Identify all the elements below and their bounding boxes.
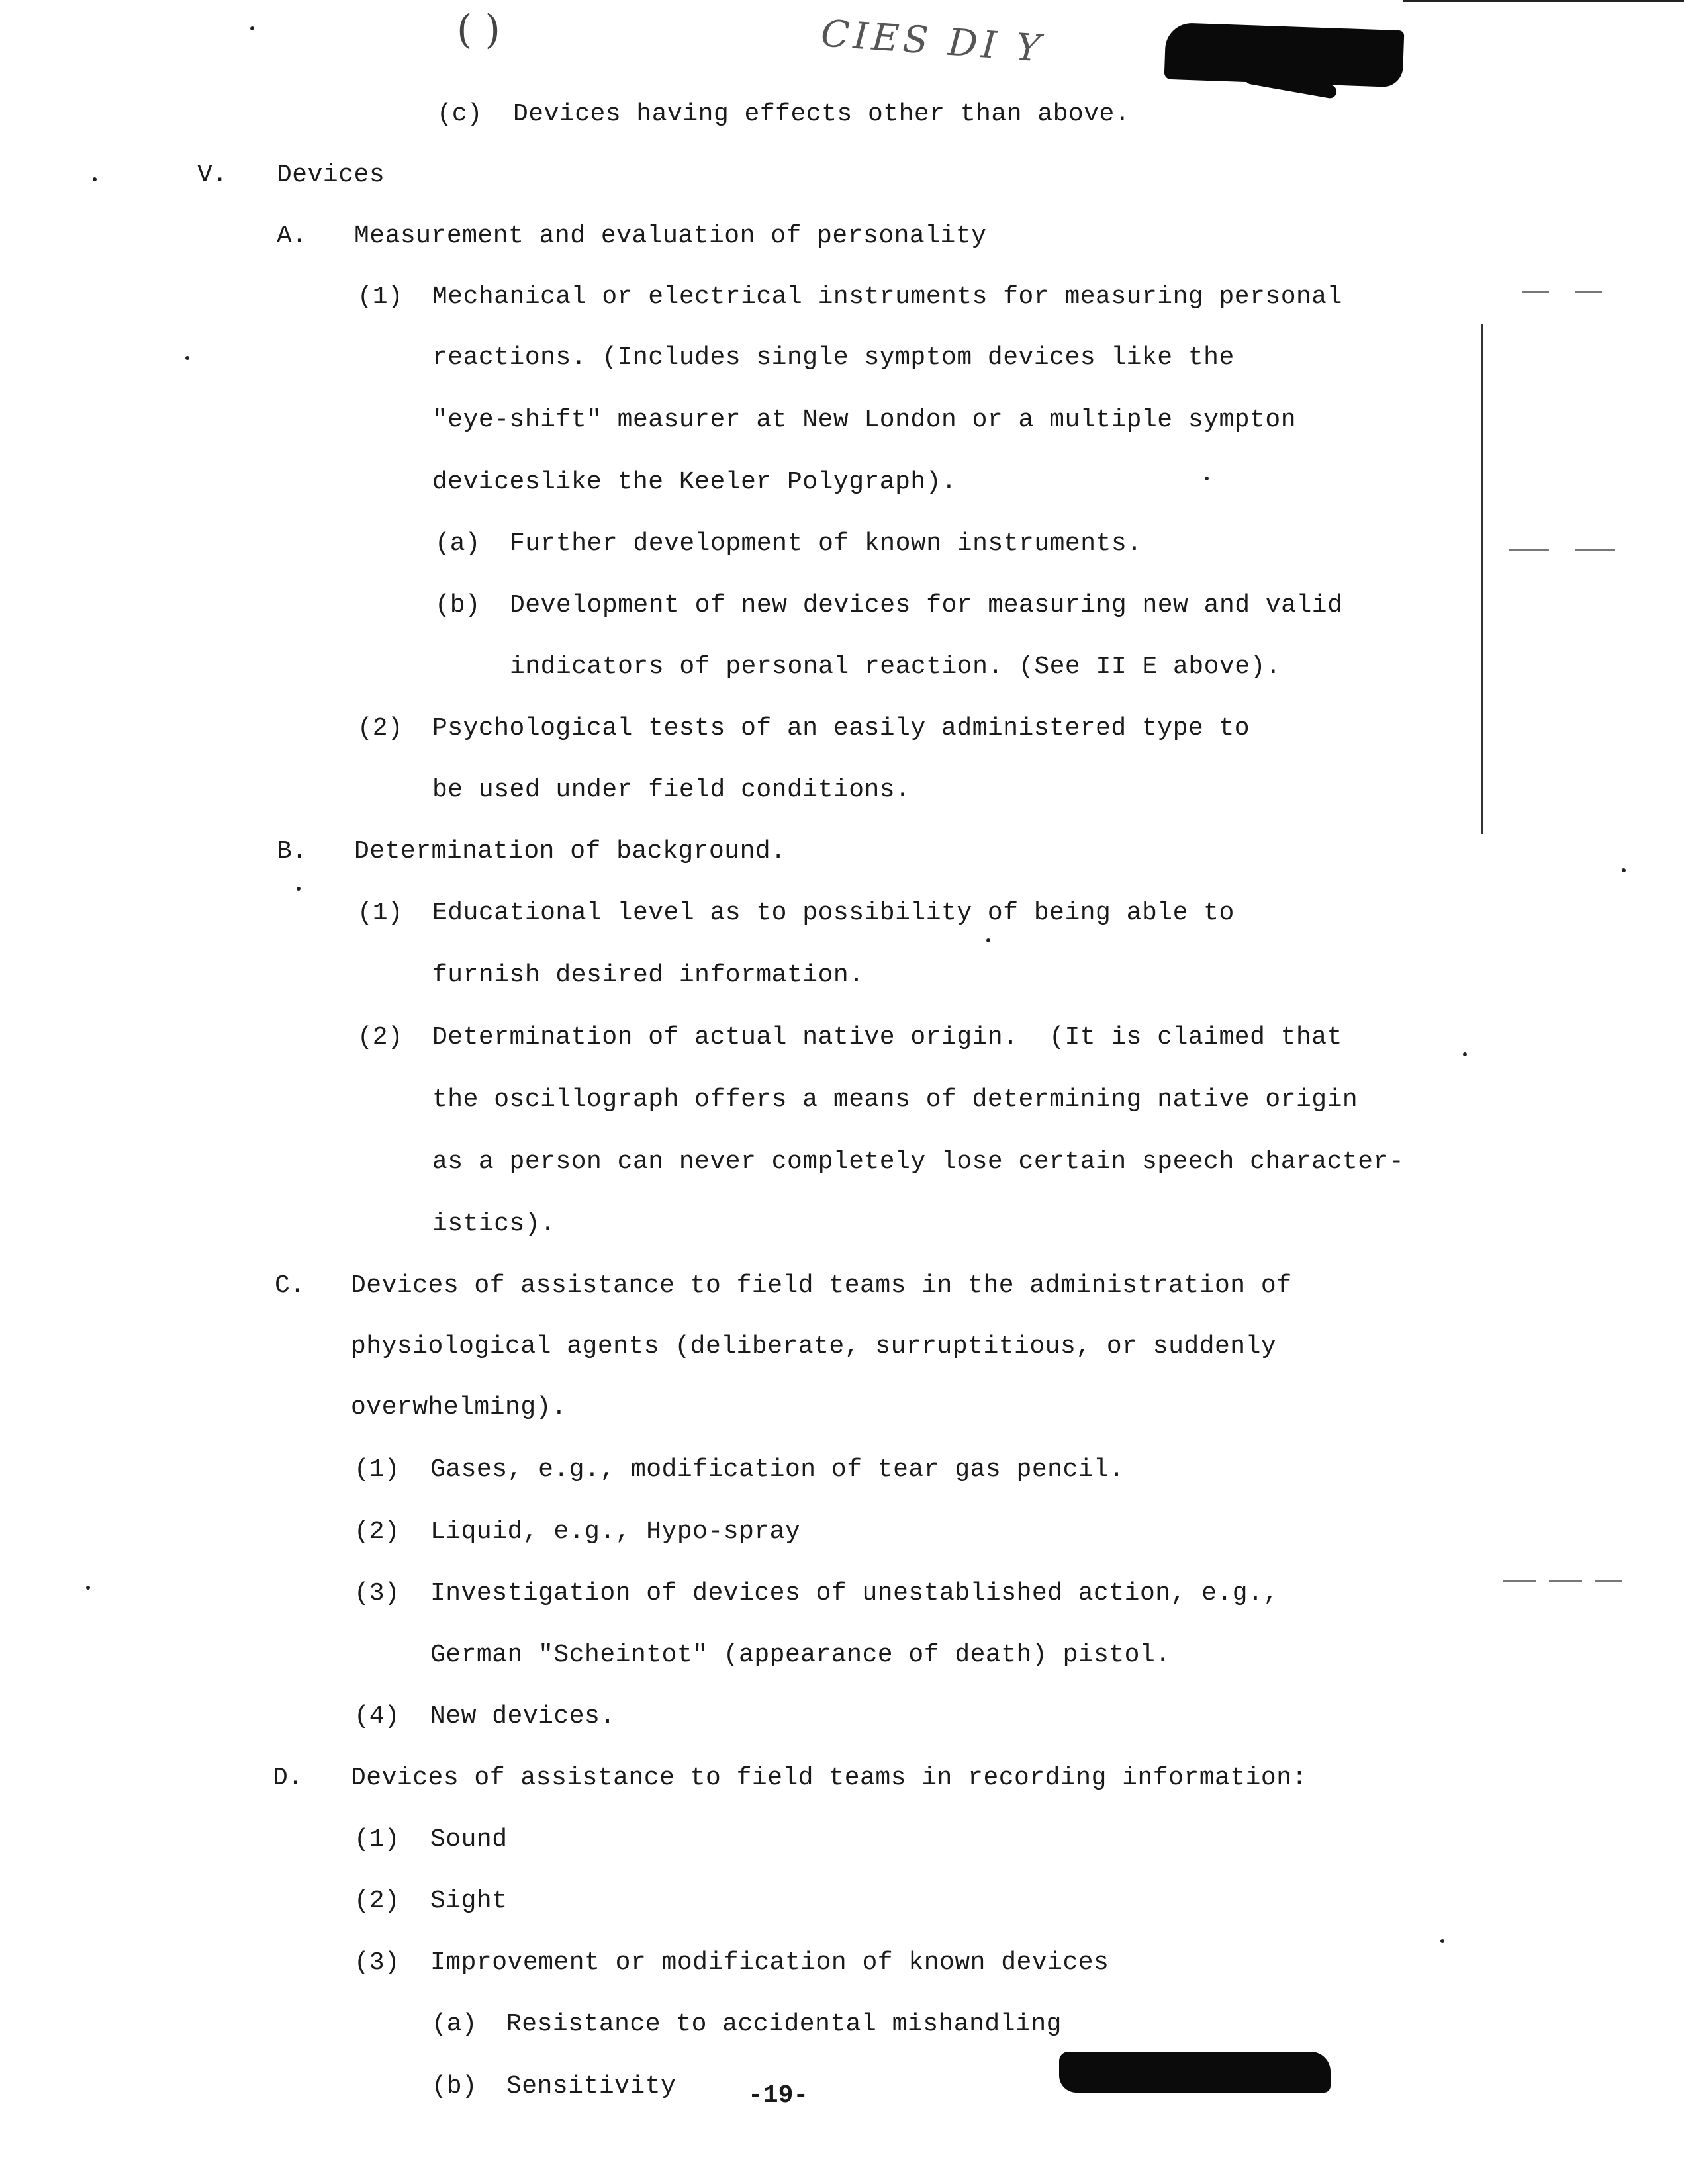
scan-speck [185, 356, 189, 360]
scan-speck [986, 938, 990, 942]
outline-line: Sensitivity [506, 2072, 677, 2101]
outline-line: Determination of background. [354, 837, 786, 866]
outline-line: Liquid, e.g., Hypo-spray [430, 1518, 801, 1546]
scan-speck [86, 1586, 90, 1590]
outline-line: German "Scheintot" (appearance of death) pistol. [430, 1641, 1171, 1669]
scan-speck [1440, 1939, 1444, 1943]
outline-line: istics). [432, 1210, 556, 1238]
line-marker: (2) [357, 1023, 403, 1052]
line-marker: (2) [354, 1518, 400, 1546]
line-marker: (2) [354, 1887, 400, 1915]
line-marker: (1) [354, 1825, 400, 1854]
outline-line: Sight [430, 1887, 508, 1915]
scan-speck [1463, 1052, 1467, 1056]
outline-line: Development of new devices for measuring new and valid [510, 591, 1343, 619]
line-marker: (a) [435, 529, 481, 558]
outline-line: reactions. (Includes single symptom devices like the [432, 343, 1235, 372]
line-marker: (1) [354, 1455, 400, 1484]
line-marker: (a) [432, 2010, 477, 2038]
line-marker: (1) [357, 283, 403, 311]
outline-line: Measurement and evaluation of personality [354, 222, 987, 250]
margin-rule [1481, 324, 1483, 834]
outline-line: as a person can never completely lose certain speech character- [432, 1148, 1405, 1176]
outline-line: Devices of assistance to field teams in recording information: [351, 1764, 1307, 1792]
section-heading: Devices [277, 161, 385, 189]
outline-line: overwhelming). [351, 1393, 567, 1422]
line-marker: (c) [437, 100, 483, 128]
line-marker: (3) [354, 1579, 400, 1608]
line-marker: (3) [354, 1948, 400, 1977]
scan-speck [297, 887, 301, 891]
line-marker: (1) [357, 899, 403, 927]
outline-line: furnish desired information. [432, 961, 865, 989]
scan-mark [1522, 291, 1549, 293]
scan-speck [1622, 868, 1626, 872]
outline-line: Mechanical or electrical instruments for measuring personal [432, 283, 1342, 311]
scan-mark [1509, 549, 1549, 551]
scan-mark [1549, 1580, 1582, 1582]
scan-speck [1205, 477, 1209, 480]
line-marker: (4) [354, 1702, 400, 1731]
redaction-block-bottom [1059, 2052, 1331, 2093]
classification-stamp: CIES DI Y [819, 12, 1046, 71]
scan-mark [1595, 1580, 1622, 1582]
scan-speck [250, 26, 254, 30]
line-marker: V. [197, 161, 228, 189]
outline-line: indicators of personal reaction. (See II E above). [510, 653, 1282, 681]
outline-line: Improvement or modification of known devices [430, 1948, 1109, 1977]
line-marker: A. [277, 222, 307, 250]
outline-line: deviceslike the Keeler Polygraph). [432, 468, 957, 496]
scan-edge-line [1403, 0, 1684, 2]
outline-line: Gases, e.g., modification of tear gas pencil. [430, 1455, 1125, 1484]
outline-line: Psychological tests of an easily administered type to [432, 714, 1250, 743]
scan-mark [1575, 291, 1602, 293]
outline-line: Resistance to accidental mishandling [506, 2010, 1062, 2038]
outline-line: "eye-shift" measurer at New London or a multiple sympton [432, 406, 1297, 434]
outline-line: Devices of assistance to field teams in the administration of [351, 1271, 1292, 1300]
outline-line: Determination of actual native origin. (It is claimed that [432, 1023, 1342, 1052]
scan-mark [1575, 549, 1615, 551]
line-marker: B. [277, 837, 307, 866]
outline-line: Educational level as to possibility of being able to [432, 899, 1235, 927]
outline-line: Investigation of devices of unestablished action, e.g., [430, 1579, 1279, 1608]
outline-line: Further development of known instruments. [510, 529, 1143, 558]
line-marker: C. [275, 1271, 305, 1300]
line-marker: (b) [432, 2072, 477, 2101]
outline-line: Sound [430, 1825, 508, 1854]
page-number: -19- [748, 2081, 809, 2110]
scan-speck [93, 177, 97, 181]
outline-line: New devices. [430, 1702, 616, 1731]
scan-mark [1503, 1580, 1536, 1582]
outline-line: Devices having effects other than above. [513, 100, 1131, 128]
line-marker: D. [273, 1764, 303, 1792]
outline-line: physiological agents (deliberate, surruptitious, or suddenly [351, 1332, 1277, 1361]
outline-line: the oscillograph offers a means of determining native origin [432, 1085, 1358, 1114]
outline-line: be used under field conditions. [432, 776, 911, 804]
line-marker: (2) [357, 714, 403, 743]
handwritten-mark: ( ) [457, 7, 500, 53]
line-marker: (b) [435, 591, 481, 619]
